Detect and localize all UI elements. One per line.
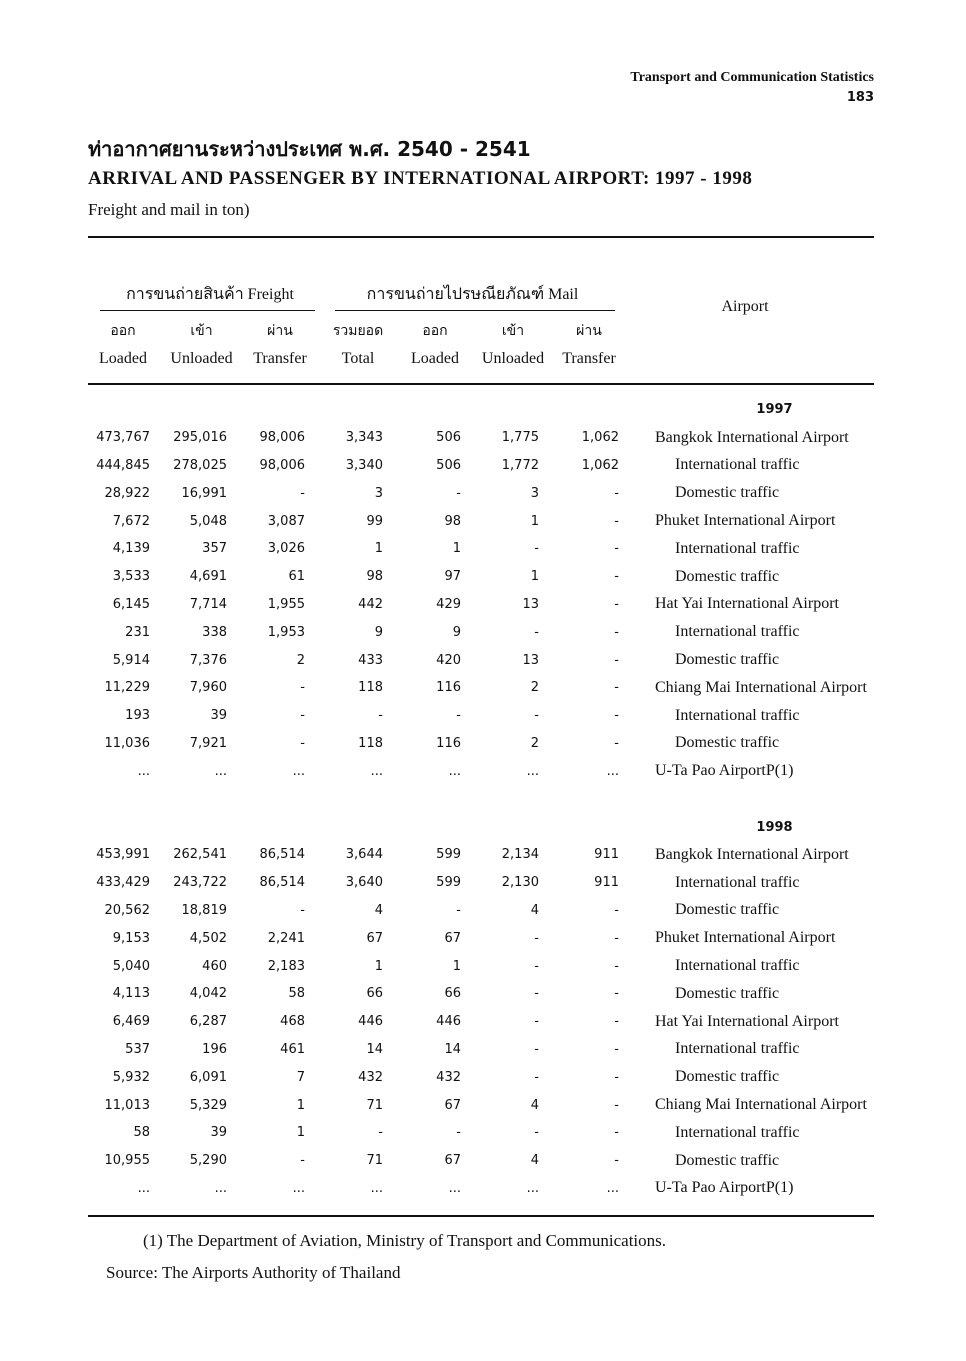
col-en-transfer: Transfer [253, 350, 307, 367]
top-rule [88, 236, 874, 238]
page-header [630, 68, 874, 108]
value-cell: 262,541 [173, 847, 227, 863]
value-cell: 193 [125, 708, 150, 724]
value-cell: 429 [436, 596, 461, 612]
value-cell: 1,953 [267, 624, 305, 640]
value-cell: 4 [530, 1097, 539, 1113]
airport-name: Bangkok International Airport [655, 428, 849, 446]
value-cell: - [534, 1014, 539, 1030]
empty-cell [461, 813, 539, 841]
value-cell: ... [370, 763, 383, 779]
value-cell: 61 [288, 569, 305, 585]
year-label: 1998 [756, 819, 793, 835]
value-cell: 1 [452, 541, 461, 557]
value-cell: ... [292, 1180, 305, 1196]
value-cell: - [456, 708, 461, 724]
col-thai-mail-loaded: ออก [422, 323, 448, 339]
value-cell: 13 [522, 596, 539, 612]
table-row [88, 730, 930, 758]
table-row [88, 841, 930, 869]
airport-name: Phuket International Airport [655, 929, 836, 947]
traffic-type: Domestic traffic [675, 484, 780, 502]
value-cell: ... [448, 1180, 461, 1196]
table-row [88, 1036, 930, 1064]
value-cell: - [614, 930, 619, 946]
value-cell: 243,722 [173, 875, 227, 891]
empty-cell [539, 396, 619, 424]
value-cell: 468 [280, 1014, 305, 1030]
value-cell: 39 [210, 1125, 227, 1141]
table-row [88, 507, 930, 535]
value-cell: 295,016 [173, 430, 227, 446]
empty-cell [539, 813, 619, 841]
value-cell: - [614, 1041, 619, 1057]
value-cell: 453,991 [96, 847, 150, 863]
group-header-freight: การขนถ่ายสินค้า Freight [126, 286, 294, 303]
value-cell: 13 [522, 652, 539, 668]
value-cell: - [534, 624, 539, 640]
value-cell: 6,091 [189, 1069, 227, 1085]
value-cell: 473,767 [96, 430, 150, 446]
value-cell: 911 [594, 875, 619, 891]
value-cell: 4,502 [189, 930, 227, 946]
value-cell: 4 [530, 1153, 539, 1169]
value-cell: 116 [436, 680, 461, 696]
value-cell: - [614, 1069, 619, 1085]
value-cell: 71 [366, 1097, 383, 1113]
value-cell: 98,006 [259, 430, 305, 446]
empty-cell [305, 813, 383, 841]
table-row [88, 591, 930, 619]
traffic-type: International traffic [675, 873, 800, 891]
traffic-type: International traffic [675, 623, 800, 641]
traffic-type: Domestic traffic [675, 1068, 780, 1086]
value-cell: 7,672 [112, 513, 150, 529]
value-cell: 5,040 [112, 958, 150, 974]
value-cell: 2 [530, 735, 539, 751]
value-cell: 278,025 [173, 457, 227, 473]
value-cell: 1 [374, 541, 383, 557]
value-cell: 66 [444, 986, 461, 1002]
value-cell: - [534, 958, 539, 974]
col-en-loaded: Loaded [99, 350, 147, 367]
value-cell: 67 [444, 1097, 461, 1113]
value-cell: - [614, 958, 619, 974]
airport-name: Chiang Mai International Airport [655, 1096, 867, 1114]
subtitle: Freight and mail in ton) [88, 200, 250, 219]
value-cell: 3,644 [345, 847, 383, 863]
value-cell: 1,775 [501, 430, 539, 446]
traffic-type: Domestic traffic [675, 734, 780, 752]
value-cell: 599 [436, 847, 461, 863]
value-cell: - [300, 680, 305, 696]
col-thai-loaded: ออก [110, 323, 136, 339]
value-cell: - [534, 986, 539, 1002]
publication-title: Transport and Communication Statistics [630, 70, 874, 85]
value-cell: 11,036 [104, 735, 150, 751]
value-cell: 67 [444, 1153, 461, 1169]
value-cell: 461 [280, 1041, 305, 1057]
value-cell: 18,819 [181, 902, 227, 918]
value-cell: - [614, 708, 619, 724]
value-cell: 99 [366, 513, 383, 529]
value-cell: - [614, 652, 619, 668]
table-row [88, 452, 930, 480]
value-cell: ... [448, 763, 461, 779]
value-cell: 432 [358, 1069, 383, 1085]
value-cell: 338 [202, 624, 227, 640]
airport-name: U-Ta Pao AirportP(1) [655, 762, 794, 780]
value-cell: 118 [358, 680, 383, 696]
value-cell: 4,113 [112, 986, 150, 1002]
col-en-mail-transfer: Transfer [562, 350, 616, 367]
empty-cell [88, 396, 150, 424]
value-cell: 196 [202, 1041, 227, 1057]
value-cell: - [614, 1153, 619, 1169]
value-cell: 39 [210, 708, 227, 724]
value-cell: ... [137, 1180, 150, 1196]
value-cell: 98,006 [259, 457, 305, 473]
title-thai: ท่าอากาศยานระหว่างประเทศ พ.ศ. 2540 - 2541 [88, 137, 531, 161]
value-cell: - [614, 485, 619, 501]
value-cell: - [300, 708, 305, 724]
value-cell: 5,048 [189, 513, 227, 529]
value-cell: 4 [530, 902, 539, 918]
value-cell: 58 [288, 986, 305, 1002]
value-cell: 9 [374, 624, 383, 640]
traffic-type: International traffic [675, 1123, 800, 1141]
value-cell: - [456, 1125, 461, 1141]
table-row [88, 980, 930, 1008]
table-row [88, 1119, 930, 1147]
value-cell: 3,640 [345, 875, 383, 891]
traffic-type: Domestic traffic [675, 567, 780, 585]
traffic-type: Domestic traffic [675, 901, 780, 919]
value-cell: 7,376 [189, 652, 227, 668]
col-thai-transfer: ผ่าน [267, 323, 293, 339]
value-cell: 1 [530, 569, 539, 585]
value-cell: 67 [366, 930, 383, 946]
airport-name: Chiang Mai International Airport [655, 678, 867, 696]
value-cell: 3 [374, 485, 383, 501]
value-cell: 2,134 [501, 847, 539, 863]
value-cell: - [456, 902, 461, 918]
value-cell: 14 [366, 1041, 383, 1057]
value-cell: 537 [125, 1041, 150, 1057]
value-cell: ... [137, 763, 150, 779]
source-note: Source: The Airports Authority of Thailand [106, 1263, 401, 1282]
value-cell: 6,469 [112, 1014, 150, 1030]
value-cell: 6,287 [189, 1014, 227, 1030]
value-cell: - [456, 485, 461, 501]
value-cell: ... [214, 763, 227, 779]
col-en-mail-unloaded: Unloaded [481, 350, 545, 367]
table-row [88, 563, 930, 591]
value-cell: 446 [436, 1014, 461, 1030]
value-cell: 1 [374, 958, 383, 974]
table-row [88, 1008, 930, 1036]
value-cell: 444,845 [96, 457, 150, 473]
value-cell: - [614, 624, 619, 640]
empty-cell [383, 396, 461, 424]
traffic-type: International traffic [675, 957, 800, 975]
value-cell: 357 [202, 541, 227, 557]
value-cell: 1 [530, 513, 539, 529]
value-cell: 3 [530, 485, 539, 501]
value-cell: - [534, 1041, 539, 1057]
value-cell: 66 [366, 986, 383, 1002]
value-cell: - [614, 1097, 619, 1113]
traffic-type: Domestic traffic [675, 1151, 780, 1169]
value-cell: 58 [133, 1125, 150, 1141]
table-row [88, 618, 930, 646]
table-row [88, 479, 930, 507]
value-cell: 98 [444, 513, 461, 529]
table-row [88, 869, 930, 897]
value-cell: 433,429 [96, 875, 150, 891]
col-en-unloaded: Unloaded [170, 350, 233, 367]
value-cell: - [614, 1014, 619, 1030]
value-cell: 3,340 [345, 457, 383, 473]
traffic-type: International traffic [675, 456, 800, 474]
value-cell: ... [526, 1180, 539, 1196]
value-cell: - [534, 1069, 539, 1085]
value-cell: - [614, 680, 619, 696]
value-cell: 4 [374, 902, 383, 918]
value-cell: 231 [125, 624, 150, 640]
airport-name: Phuket International Airport [655, 512, 836, 530]
value-cell: 7,960 [189, 680, 227, 696]
empty-cell [383, 813, 461, 841]
value-cell: 2,183 [267, 958, 305, 974]
footnote: (1) The Department of Aviation, Ministry of Transport and Communications. [143, 1231, 667, 1250]
value-cell: - [300, 902, 305, 918]
value-cell: 506 [436, 457, 461, 473]
col-thai-mail-unloaded: เข้า [501, 323, 525, 339]
table-row [88, 1063, 930, 1091]
value-cell: 11,229 [104, 680, 150, 696]
col-en-total: Total [341, 350, 375, 367]
value-cell: 3,026 [267, 541, 305, 557]
table-row [88, 702, 930, 730]
value-cell: 433 [358, 652, 383, 668]
bottom-rule [88, 1215, 874, 1217]
value-cell: 9,153 [112, 930, 150, 946]
empty-cell [150, 813, 227, 841]
value-cell: 98 [366, 569, 383, 585]
value-cell: 4,042 [189, 986, 227, 1002]
value-cell: 7,921 [189, 735, 227, 751]
value-cell: - [614, 541, 619, 557]
table-row [88, 535, 930, 563]
airport-table [88, 396, 930, 1202]
col-thai-mail-transfer: ผ่าน [576, 323, 602, 339]
value-cell: - [534, 930, 539, 946]
value-cell: - [534, 541, 539, 557]
title-english: ARRIVAL AND PASSENGER BY INTERNATIONAL AIRPORT: 1997 - 1998 [88, 168, 753, 189]
value-cell: 2,241 [267, 930, 305, 946]
value-cell: 5,290 [189, 1153, 227, 1169]
value-cell: 1,062 [581, 457, 619, 473]
value-cell: 28,922 [104, 485, 150, 501]
value-cell: 5,914 [112, 652, 150, 668]
traffic-type: International traffic [675, 1040, 800, 1058]
value-cell: - [614, 986, 619, 1002]
spacer-cell [88, 785, 930, 813]
value-cell: - [614, 735, 619, 751]
value-cell: 7,714 [189, 596, 227, 612]
value-cell: 1 [296, 1097, 305, 1113]
value-cell: - [614, 1125, 619, 1141]
year-row [88, 813, 930, 841]
value-cell: 6,145 [112, 596, 150, 612]
value-cell: 3,087 [267, 513, 305, 529]
year-row [88, 396, 930, 424]
value-cell: 1,955 [267, 596, 305, 612]
value-cell: 446 [358, 1014, 383, 1030]
value-cell: - [378, 708, 383, 724]
value-cell: 11,013 [104, 1097, 150, 1113]
value-cell: 9 [452, 624, 461, 640]
value-cell: ... [606, 1180, 619, 1196]
table-row [88, 674, 930, 702]
value-cell: 14 [444, 1041, 461, 1057]
value-cell: - [378, 1125, 383, 1141]
value-cell: 460 [202, 958, 227, 974]
col-thai-total: รวมยอด [332, 323, 384, 339]
value-cell: - [300, 485, 305, 501]
value-cell: - [300, 735, 305, 751]
value-cell: ... [526, 763, 539, 779]
table-row [88, 1091, 930, 1119]
empty-cell [88, 813, 150, 841]
value-cell: 67 [444, 930, 461, 946]
value-cell: - [614, 513, 619, 529]
traffic-type: International traffic [675, 539, 800, 557]
value-cell: ... [606, 763, 619, 779]
value-cell: ... [214, 1180, 227, 1196]
value-cell: 420 [436, 652, 461, 668]
value-cell: 506 [436, 430, 461, 446]
value-cell: 5,329 [189, 1097, 227, 1113]
table-row [88, 924, 930, 952]
value-cell: 71 [366, 1153, 383, 1169]
table-row [88, 1147, 930, 1175]
table-row [88, 646, 930, 674]
empty-cell [461, 396, 539, 424]
year-label: 1997 [756, 402, 793, 418]
value-cell: 599 [436, 875, 461, 891]
value-cell: 2 [296, 652, 305, 668]
freight-divider [100, 310, 315, 311]
airport-column-header: Airport [721, 298, 769, 315]
value-cell: 2,130 [501, 875, 539, 891]
mail-divider [335, 310, 615, 311]
value-cell: 116 [436, 735, 461, 751]
value-cell: 1 [296, 1125, 305, 1141]
value-cell: 7 [296, 1069, 305, 1085]
value-cell: 442 [358, 596, 383, 612]
value-cell: 16,991 [181, 485, 227, 501]
empty-cell [227, 396, 305, 424]
value-cell: 86,514 [259, 875, 305, 891]
table-row [88, 952, 930, 980]
traffic-type: Domestic traffic [675, 984, 780, 1002]
table-row [88, 897, 930, 925]
table-row [88, 424, 930, 452]
value-cell: - [534, 1125, 539, 1141]
value-cell: 1,062 [581, 430, 619, 446]
col-thai-unloaded: เข้า [190, 323, 213, 339]
empty-cell [305, 396, 383, 424]
value-cell: ... [292, 763, 305, 779]
value-cell: 4,139 [112, 541, 150, 557]
value-cell: 118 [358, 735, 383, 751]
value-cell: - [614, 902, 619, 918]
table-row [88, 757, 930, 785]
airport-name: U-Ta Pao AirportP(1) [655, 1179, 794, 1197]
traffic-type: Domestic traffic [675, 651, 780, 669]
header-rule [88, 383, 874, 385]
airport-name: Bangkok International Airport [655, 845, 849, 863]
value-cell: 2 [530, 680, 539, 696]
table-row [88, 1175, 930, 1203]
value-cell: 3,533 [112, 569, 150, 585]
value-cell: - [534, 708, 539, 724]
value-cell: 97 [444, 569, 461, 585]
empty-cell [227, 813, 305, 841]
value-cell: 10,955 [104, 1153, 150, 1169]
value-cell: 4,691 [189, 569, 227, 585]
traffic-type: International traffic [675, 706, 800, 724]
spacer-row [88, 785, 930, 813]
value-cell: 3,343 [345, 430, 383, 446]
value-cell: - [614, 569, 619, 585]
value-cell: 20,562 [104, 902, 150, 918]
value-cell: 1 [452, 958, 461, 974]
page-number: 183 [846, 90, 874, 105]
airport-name: Hat Yai International Airport [655, 595, 839, 613]
value-cell: 1,772 [501, 457, 539, 473]
value-cell: 86,514 [259, 847, 305, 863]
col-en-mail-loaded: Loaded [411, 350, 459, 367]
value-cell: ... [370, 1180, 383, 1196]
value-cell: 5,932 [112, 1069, 150, 1085]
value-cell: - [614, 596, 619, 612]
airport-name: Hat Yai International Airport [655, 1012, 839, 1030]
value-cell: 432 [436, 1069, 461, 1085]
value-cell: 911 [594, 847, 619, 863]
value-cell: - [300, 1153, 305, 1169]
empty-cell [150, 396, 227, 424]
group-header-mail: การขนถ่ายไปรษณียภัณฑ์ Mail [366, 286, 579, 303]
table-body [88, 396, 930, 1202]
